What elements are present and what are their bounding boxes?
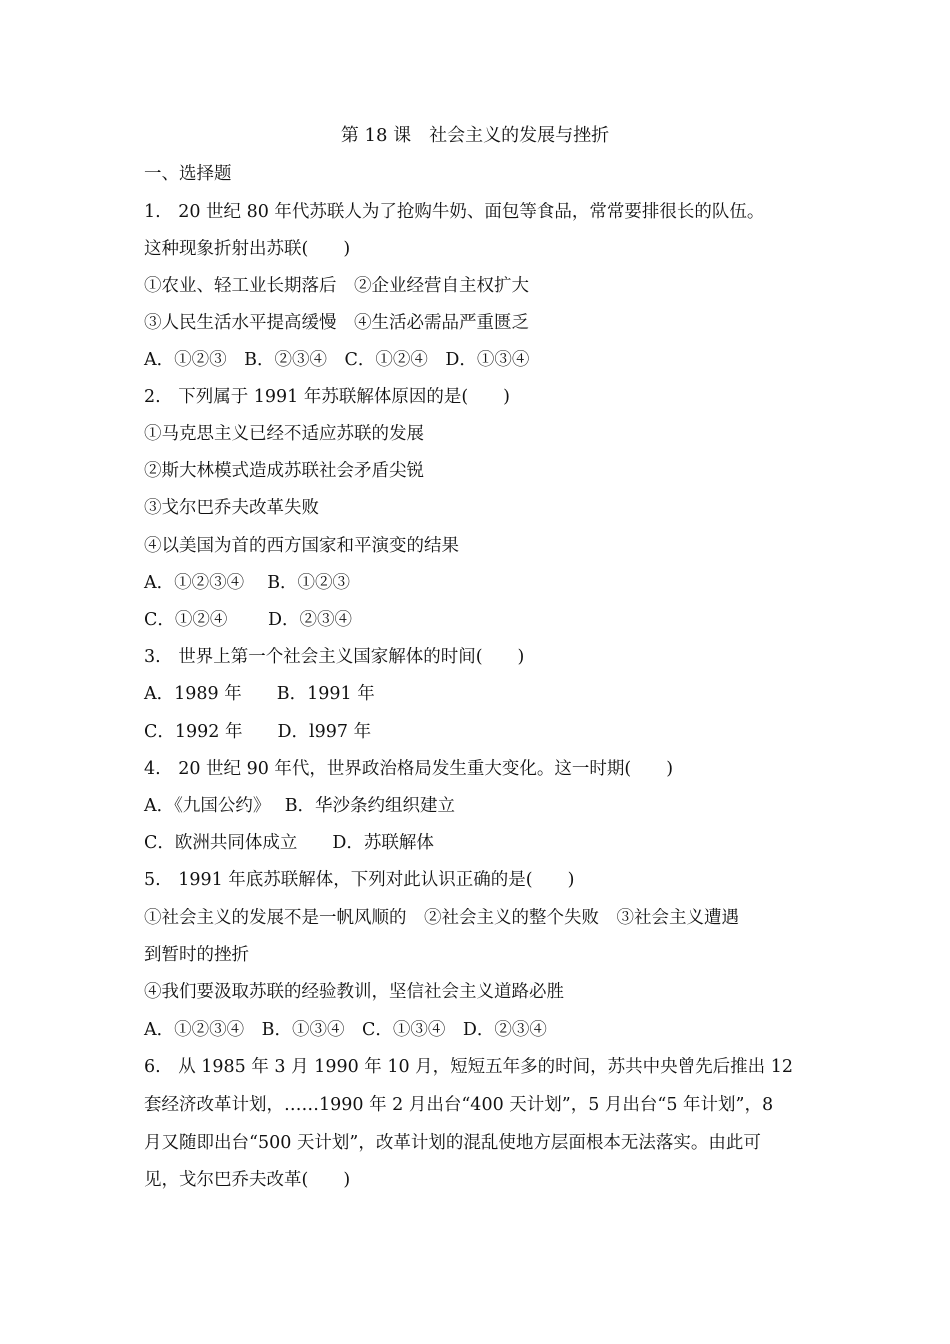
q5-statements-line-2: 到暂时的挫折 [144, 945, 249, 965]
q4-text: 4. 20 世纪 90 年代，世界政治格局发生重大变化。这一时期( ) [144, 759, 674, 779]
q1-statements-line-2: ③人民生活水平提高缓慢 ④生活必需品严重匮乏 [144, 313, 529, 333]
q4-options-line-1: A．《九国公约》 B．华沙条约组织建立 [144, 796, 456, 816]
q2-statement-4: ④以美国为首的西方国家和平演变的结果 [144, 536, 459, 556]
q5-statement-4: ④我们要汲取苏联的经验教训，坚信社会主义道路必胜 [144, 982, 564, 1002]
q5-text: 5. 1991 年底苏联解体，下列对此认识正确的是( ) [144, 870, 575, 890]
q5-options: A．①②③④ B．①③④ C．①③④ D．②③④ [144, 1020, 547, 1040]
q3-options-line-1: A．1989 年 B．1991 年 [144, 684, 375, 704]
q1-statements-line-1: ①农业、轻工业长期落后 ②企业经营自主权扩大 [144, 276, 529, 296]
q2-text: 2. 下列属于 1991 年苏联解体原因的是( ) [144, 387, 511, 407]
q2-statement-1: ①马克思主义已经不适应苏联的发展 [144, 424, 424, 444]
section-heading: 一、选择题 [144, 164, 232, 184]
q5-statements-line-1: ①社会主义的发展不是一帆风顺的 ②社会主义的整个失败 ③社会主义遭遇 [144, 908, 739, 928]
q1-text-line-2: 这种现象折射出苏联( ) [144, 239, 351, 259]
q6-text-line-4: 见，戈尔巴乔夫改革( ) [144, 1170, 351, 1190]
q1-options: A．①②③ B．②③④ C．①②④ D．①③④ [144, 350, 530, 370]
page-title: 第 18 课 社会主义的发展与挫折 [340, 125, 610, 146]
q6-text-line-1: 6. 从 1985 年 3 月 1990 年 10 月，短短五年多的时间，苏共中央曾先后推出 12 [144, 1057, 794, 1077]
q2-options-line-2: C．①②④ D．②③④ [144, 610, 352, 630]
q2-options-line-1: A．①②③④ B．①②③ [144, 573, 351, 593]
q6-text-line-2: 套经济改革计划，……1990 年 2 月出台“400 天计划”，5 月出台“5 年计划”，8 [144, 1095, 774, 1115]
q2-statement-3: ③戈尔巴乔夫改革失败 [144, 498, 319, 518]
q6-text-line-3: 月又随即出台“500 天计划”，改革计划的混乱使地方层面根本无法落实。由此可 [144, 1133, 761, 1153]
q3-options-line-2: C．1992 年 D．l997 年 [144, 722, 372, 742]
q4-options-line-2: C．欧洲共同体成立 D．苏联解体 [144, 833, 434, 853]
q2-statement-2: ②斯大林模式造成苏联社会矛盾尖锐 [144, 461, 424, 481]
q3-text: 3. 世界上第一个社会主义国家解体的时间( ) [144, 647, 525, 667]
q1-text-line-1: 1. 20 世纪 80 年代苏联人为了抢购牛奶、面包等食品，常常要排很长的队伍。 [144, 202, 765, 222]
